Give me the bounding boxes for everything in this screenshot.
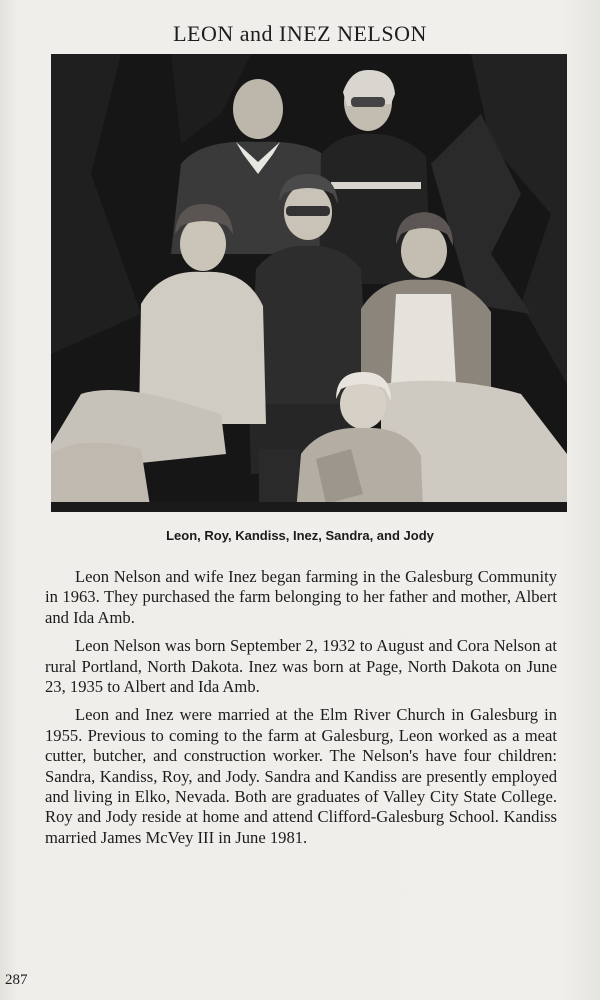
paragraph-1: Leon Nelson and wife Inez began farming in the Galesburg Community in 1963. They purchased the farm belonging to her father and mother, Albert and Ida Amb. bbox=[45, 567, 557, 627]
family-photo bbox=[51, 54, 567, 512]
paragraph-3: Leon and Inez were married at the Elm River Church in Galesburg in 1955. Previous to coming to the farm at Galesburg, Leon worked as a meat cutter, butcher, and construction worker. The Nelson's have four children: Sandra, Kandiss, Roy, and Jody. Sandra and Kandiss are presently employed and living in Elko, Nevada. Both are graduates of Valley City State College. Roy and Jody reside at home and attend Clifford-Galesburg School. Kandiss married James McVey III in June 1981. bbox=[45, 705, 557, 847]
family-photo-illustration bbox=[51, 54, 567, 512]
page-title: LEON and INEZ NELSON bbox=[173, 20, 427, 46]
article-body bbox=[45, 567, 557, 856]
page-number: 287 bbox=[5, 972, 28, 988]
photo-caption: Leon, Roy, Kandiss, Inez, Sandra, and Jody bbox=[166, 528, 434, 543]
paragraph-2: Leon Nelson was born September 2, 1932 to August and Cora Nelson at rural Portland, North Dakota. Inez was born at Page, North Dakota on June 23, 1935 to Albert and Ida Amb. bbox=[45, 636, 557, 697]
